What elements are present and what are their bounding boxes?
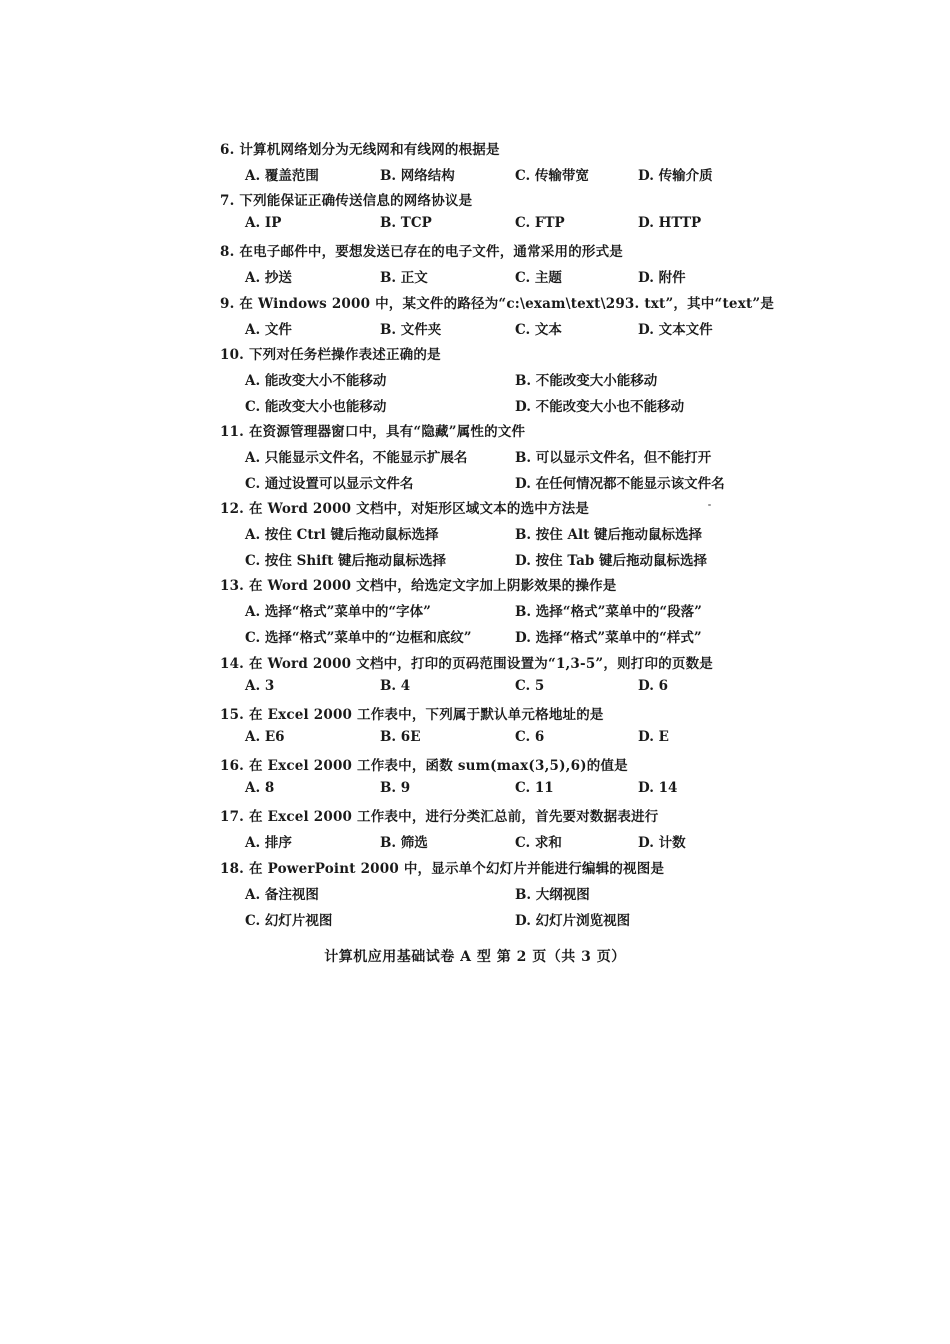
answer-option: C. 文本 <box>515 322 562 338</box>
answer-option: B. 大纲视图 <box>515 887 590 903</box>
question-stem: 13. 在 Word 2000 文档中，给选定文字加上阴影效果的操作是 <box>220 578 617 594</box>
answer-option: A. 选择“格式”菜单中的“字体” <box>245 604 431 620</box>
answer-option: B. 选择“格式”菜单中的“段落” <box>515 604 702 620</box>
answer-option: C. 求和 <box>515 835 562 851</box>
answer-option: A. 排序 <box>245 835 292 851</box>
answer-option: B. 筛选 <box>380 835 428 851</box>
question-stem: 17. 在 Excel 2000 工作表中，进行分类汇总前，首先要对数据表进行 <box>220 809 659 825</box>
answer-option: C. 6 <box>515 729 545 745</box>
question-stem: 9. 在 Windows 2000 中，某文件的路径为“c:\exam\text\293. txt”，其中“text”是 <box>220 296 775 312</box>
answer-option: D. 文本文件 <box>638 322 713 338</box>
answer-option: B. 按住 Alt 键后拖动鼠标选择 <box>515 527 703 543</box>
answer-option: D. 附件 <box>638 270 686 286</box>
answer-option: C. 传输带宽 <box>515 168 589 184</box>
answer-option: A. 能改变大小不能移动 <box>245 373 387 389</box>
answer-option: D. 14 <box>638 780 678 796</box>
question-stem: 8. 在电子邮件中，要想发送已存在的电子文件，通常采用的形式是 <box>220 244 623 260</box>
answer-option: C. 选择“格式”菜单中的“边框和底纹” <box>245 630 472 646</box>
answer-option: C. 11 <box>515 780 554 796</box>
question-stem: 14. 在 Word 2000 文档中，打印的页码范围设置为“1,3-5”，则打印的页数是 <box>220 656 713 672</box>
answer-option: B. 9 <box>380 780 411 796</box>
answer-option: D. HTTP <box>638 215 702 231</box>
answer-option: A. 抄送 <box>245 270 292 286</box>
answer-option: D. 选择“格式”菜单中的“样式” <box>515 630 702 646</box>
answer-option: C. FTP <box>515 215 565 231</box>
answer-option: C. 5 <box>515 678 545 694</box>
answer-option: B. 6E <box>380 729 421 745</box>
question-stem: 15. 在 Excel 2000 工作表中，下列属于默认单元格地址的是 <box>220 707 604 723</box>
scan-speck <box>708 504 711 506</box>
question-stem: 12. 在 Word 2000 文档中，对矩形区域文本的选中方法是 <box>220 501 590 517</box>
question-stem: 6. 计算机网络划分为无线网和有线网的根据是 <box>220 142 500 158</box>
answer-option: B. 可以显示文件名，但不能打开 <box>515 450 712 466</box>
answer-option: A. 3 <box>245 678 275 694</box>
answer-option: A. 覆盖范围 <box>245 168 319 184</box>
answer-option: B. 文件夹 <box>380 322 442 338</box>
answer-option: A. E6 <box>245 729 285 745</box>
answer-option: A. 备注视图 <box>245 887 319 903</box>
question-stem: 7. 下列能保证正确传送信息的网络协议是 <box>220 193 473 209</box>
question-stem: 11. 在资源管理器窗口中，具有“隐藏”属性的文件 <box>220 424 526 440</box>
answer-option: B. TCP <box>380 215 432 231</box>
answer-option: A. 只能显示文件名，不能显示扩展名 <box>245 450 468 466</box>
answer-option: D. 幻灯片浏览视图 <box>515 913 631 929</box>
answer-option: C. 主题 <box>515 270 562 286</box>
answer-option: B. 不能改变大小能移动 <box>515 373 658 389</box>
page-footer: 计算机应用基础试卷 A 型 第 2 页（共 3 页） <box>324 949 626 965</box>
answer-option: D. 计数 <box>638 835 686 851</box>
answer-option: D. 6 <box>638 678 669 694</box>
answer-option: D. 不能改变大小也不能移动 <box>515 399 685 415</box>
answer-option: C. 按住 Shift 键后拖动鼠标选择 <box>245 553 447 569</box>
answer-option: B. 4 <box>380 678 411 694</box>
answer-option: A. 8 <box>245 780 275 796</box>
answer-option: B. 正文 <box>380 270 428 286</box>
answer-option: A. 按住 Ctrl 键后拖动鼠标选择 <box>245 527 439 543</box>
answer-option: C. 能改变大小也能移动 <box>245 399 387 415</box>
question-stem: 18. 在 PowerPoint 2000 中，显示单个幻灯片并能进行编辑的视图是 <box>220 861 665 877</box>
answer-option: C. 幻灯片视图 <box>245 913 333 929</box>
question-stem: 10. 下列对任务栏操作表述正确的是 <box>220 347 441 363</box>
answer-option: B. 网络结构 <box>380 168 455 184</box>
answer-option: D. 在任何情况都不能显示该文件名 <box>515 476 725 492</box>
answer-option: D. 按住 Tab 键后拖动鼠标选择 <box>515 553 707 569</box>
answer-option: A. IP <box>245 215 282 231</box>
answer-option: C. 通过设置可以显示文件名 <box>245 476 414 492</box>
answer-option: D. 传输介质 <box>638 168 713 184</box>
question-stem: 16. 在 Excel 2000 工作表中，函数 sum(max(3,5),6)的值是 <box>220 758 628 774</box>
answer-option: D. E <box>638 729 669 745</box>
answer-option: A. 文件 <box>245 322 292 338</box>
